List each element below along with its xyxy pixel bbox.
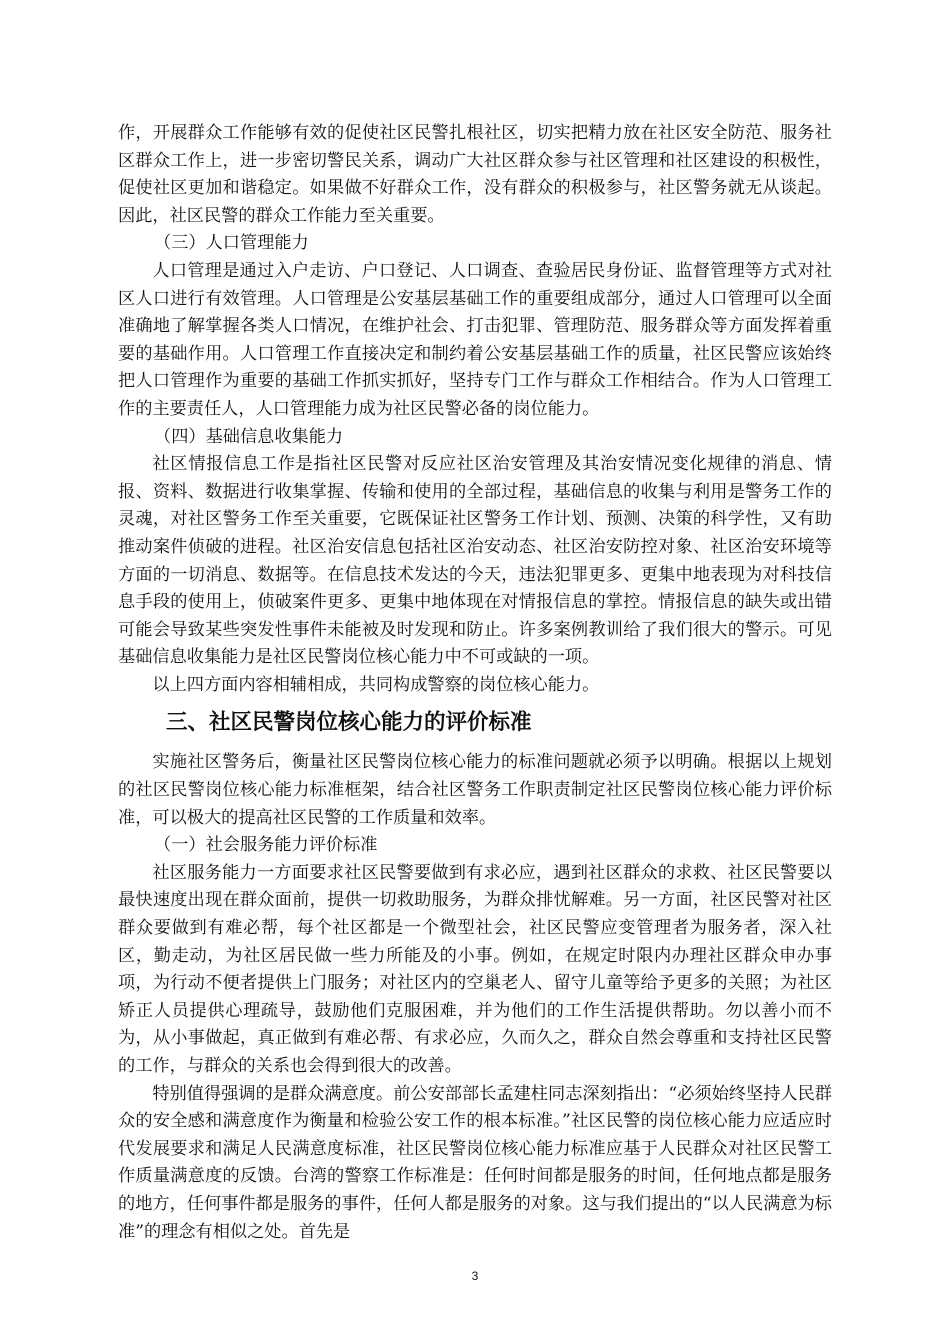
subheading-population-management: （三）人口管理能力 [154, 233, 309, 254]
paragraph-satisfaction: 特别值得强调的是群众满意度。前公安部部长孟建柱同志深刻指出：“必须始终坚持人民群众的安全感和满意度作为衡量和检验公安工作的根本标准。”社区民警的岗位核心能力应适应时代发展要求和满足人民满意度标准，社区民警岗位核心能力标准应基于人民群众对社区民警工作质量满意度的反馈。台湾的警察工作标准是：任何时间都是服务的时间，任何地点都是服务的地方，任何事件都是服务的事件，任何人都是服务的对象。这与我们提出的“以人民满意为标准”的理念有相似之处。首先是 [118, 1083, 832, 1242]
paragraph-population-management: 人口管理是通过入户走访、户口登记、人口调查、查验居民身份证、监督管理等方式对社区人口进行有效管理。人口管理是公安基层基础工作的重要组成部分，通过人口管理可以全面准确地了解掌握各类人口情况，在维护社会、打击犯罪、管理防范、服务群众等方面发挥着重要的基础作用。人口管理工作直接决定和制约着公安基层基础工作的质量，社区民警应该始终把人口管理作为重要的基础工作抓实抓好，坚持专门工作与群众工作相结合。作为人口管理工作的主要责任人，人口管理能力成为社区民警必备的岗位能力。 [118, 260, 832, 419]
paragraph-mass-work-continued: 作，开展群众工作能够有效的促使社区民警扎根社区，切实把精力放在社区安全防范、服务社区群众工作上，进一步密切警民关系，调动广大社区群众参与社区管理和社区建设的积极性，促使社区更加和谐稳定。如果做不好群众工作，没有群众的积极参与，社区警务就无从谈起。因此，社区民警的群众工作能力至关重要。 [118, 123, 832, 226]
section-heading-evaluation-standards: 三、社区民警岗位核心能力的评价标准 [166, 710, 532, 736]
page-number: 3 [471, 1269, 479, 1283]
subheading-social-service: （一）社会服务能力评价标准 [154, 835, 378, 856]
paragraph-information-collection: 社区情报信息工作是指社区民警对反应社区治安管理及其治安情况变化规律的消息、情报、资料、数据进行收集掌握、传输和使用的全部过程，基础信息的收集与利用是警务工作的灵魂，对社区警务工作至关重要，它既保证社区警务工作计划、预测、决策的科学性，又有助推动案件侦破的进程。社区治安信息包括社区治安动态、社区治安防控对象、社区治安环境等方面的一切消息、数据等。在信息技术发达的今天，违法犯罪更多、更集中地表现为对科技信息手段的使用上，侦破案件更多、更集中地体现在对情报信息的掌控。情报信息的缺失或出错可能会导致某些突发性事件未能被及时发现和防止。许多案例教训给了我们很大的警示。可见基础信息收集能力是社区民警岗位核心能力中不可或缺的一项。 [118, 454, 832, 668]
paragraph-social-service: 社区服务能力一方面要求社区民警要做到有求必应，遇到社区群众的求救、社区民警要以最快速度出现在群众面前，提供一切救助服务，为群众排忧解难。另一方面，社区民警对社区群众要做到有难必帮，每个社区都是一个微型社会，社区民警应变管理者为服务者，深入社区，勤走动，为社区居民做一些力所能及的小事。例如，在规定时限内办理社区群众申办事项，为行动不便者提供上门服务；对社区内的空巢老人、留守儿童等给予更多的关照；为社区矫正人员提供心理疏导，鼓励他们克服困难，并为他们的工作生活提供帮助。勿以善小而不为，从小事做起，真正做到有难必帮、有求必应，久而久之，群众自然会尊重和支持社区民警的工作，与群众的关系也会得到很大的改善。 [118, 862, 832, 1076]
paragraph-section-intro: 实施社区警务后，衡量社区民警岗位核心能力的标准问题就必须予以明确。根据以上规划的社区民警岗位核心能力标准框架，结合社区警务工作职责制定社区民警岗位核心能力评价标准，可以极大的提高社区民警的工作质量和效率。 [118, 752, 832, 828]
page-body [118, 120, 832, 1246]
paragraph-summary: 以上四方面内容相辅相成，共同构成警察的岗位核心能力。 [152, 674, 600, 695]
subheading-information-collection: （四）基础信息收集能力 [154, 426, 344, 447]
